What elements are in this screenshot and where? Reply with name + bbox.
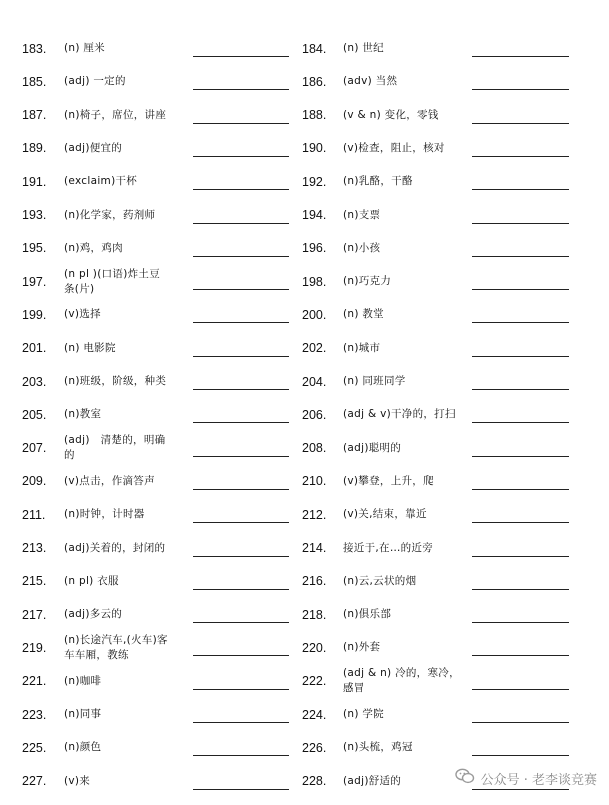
answer-blank-line[interactable] [472,556,569,557]
answer-blank-line[interactable] [193,189,289,190]
entry-number: 183. [22,41,47,56]
answer-blank-line[interactable] [472,755,569,756]
answer-blank-line[interactable] [193,123,289,124]
entry-number: 226. [302,740,327,755]
entry-definition: (n)城市 [343,341,381,354]
entry-definition: (n)化学家，药剂师 [64,208,156,221]
entry-number: 188. [302,108,327,123]
answer-blank-line[interactable] [472,322,569,323]
entry-definition: (n)同事 [64,708,102,720]
entry-definition: (v)选择 [64,308,101,321]
watermark [451,767,597,789]
entry-definition: (adj)聪明的 [343,441,402,454]
entry-number: 201. [22,341,47,356]
entry-number: 197. [22,274,47,289]
entry-number: 215. [22,574,47,589]
answer-blank-line[interactable] [193,789,289,790]
entry-definition: (n)小孩 [343,241,381,254]
answer-blank-line[interactable] [472,689,569,690]
entry-number: 221. [22,674,47,689]
answer-blank-line[interactable] [193,622,289,623]
entry-definition: (v)关,结束，靠近 [343,508,427,521]
entry-definition: (n)颜色 [64,741,102,754]
entry-definition: (exclaim)干杯 [64,175,138,188]
entry-number: 227. [22,774,47,789]
entry-definition: (v)来 [64,774,91,787]
entry-number: 196. [302,241,327,256]
entry-definition: (adj)多云的 [64,608,123,621]
entry-number: 189. [22,141,47,156]
entry-definition: (n) 教堂 [343,308,384,321]
entry-number: 219. [22,640,47,655]
entry-number: 204. [302,374,327,389]
answer-blank-line[interactable] [472,522,569,523]
answer-blank-line[interactable] [193,89,289,90]
answer-blank-line[interactable] [472,289,569,290]
entry-definition: (n) 世纪 [343,42,384,54]
entry-definition: (n) 电影院 [64,341,116,354]
entry-number: 200. [302,307,327,322]
entry-definition: (v & n) 变化，零钱 [343,108,439,121]
answer-blank-line[interactable] [472,123,569,124]
entry-definition: (adj)关着的，封闭的 [64,541,166,554]
entry-number: 210. [302,474,327,489]
entry-definition: (n)头梳，鸡冠 [343,741,413,754]
entry-number: 202. [302,341,327,356]
answer-blank-line[interactable] [472,89,569,90]
answer-blank-line[interactable] [472,389,569,390]
entry-definition: (n) 厘米 [64,42,105,54]
answer-blank-line[interactable] [472,356,569,357]
answer-blank-line[interactable] [472,56,569,57]
answer-blank-line[interactable] [472,589,569,590]
entry-number: 218. [302,607,327,622]
entry-definition: (n) 学院 [343,708,384,720]
entry-number: 207. [22,441,47,456]
entry-number: 217. [22,607,47,622]
entry-number: 190. [302,141,327,156]
answer-blank-line[interactable] [472,655,569,656]
entry-definition: (adj) 清楚的，明确 的 [64,434,166,462]
answer-blank-line[interactable] [472,422,569,423]
entry-definition: 接近于,在…的近旁 [343,541,434,554]
entry-number: 184. [302,41,327,56]
entry-definition: (adj)便宜的 [64,141,123,154]
entry-number: 216. [302,574,327,589]
answer-blank-line[interactable] [193,56,289,57]
answer-blank-line[interactable] [193,322,289,323]
entry-number: 228. [302,774,327,789]
entry-definition: (n)咖啡 [64,674,102,687]
entry-number: 224. [302,707,327,722]
answer-blank-line[interactable] [193,356,289,357]
answer-blank-line[interactable] [193,456,289,457]
entry-number: 211. [22,507,46,522]
entry-definition: (v)点击，作滴答声 [64,474,155,487]
answer-blank-line[interactable] [472,223,569,224]
entry-number: 208. [302,441,327,456]
entry-number: 212. [302,507,327,522]
entry-definition: (adv) 当然 [343,75,398,88]
entry-number: 193. [22,208,47,222]
answer-blank-line[interactable] [193,755,289,756]
answer-blank-line[interactable] [472,156,569,157]
answer-blank-line[interactable] [193,256,289,257]
entry-number: 191. [22,174,47,189]
entry-number: 185. [22,74,47,89]
entry-definition: (n)班级，阶级，种类 [64,375,167,387]
entry-number: 192. [302,174,327,189]
entry-definition: (n)外套 [343,641,381,654]
entry-definition: (adj & n) 冷的，寒冷， 感冒 [343,667,460,695]
entry-definition: (n pl )(口语)炸土豆 条(片) [64,267,160,295]
answer-blank-line[interactable] [193,589,289,590]
answer-blank-line[interactable] [193,689,289,690]
entry-definition: (n)乳酪，干酪 [343,175,413,188]
answer-blank-line[interactable] [193,489,289,490]
answer-blank-line[interactable] [193,389,289,390]
answer-blank-line[interactable] [193,722,289,723]
entry-definition: (n)时钟，计时器 [64,508,145,521]
entry-definition: (n) 同班同学 [343,375,406,387]
entry-number: 220. [302,640,327,655]
wechat-icon [455,768,475,788]
watermark-text: 公众号 · 老李谈竞赛 [480,772,597,788]
entry-number: 225. [22,740,47,755]
answer-blank-line[interactable] [193,156,289,157]
entry-definition: (v)检查，阻止，核对 [343,141,445,154]
answer-blank-line[interactable] [472,456,569,457]
entry-definition: (n)长途汽车,(火车)客 车车厢，教练 [64,633,168,661]
answer-blank-line[interactable] [472,189,569,190]
entry-definition: (v)攀登，上升，爬 [343,474,434,487]
answer-blank-line[interactable] [472,622,569,623]
entry-number: 206. [302,407,327,422]
answer-blank-line[interactable] [193,289,289,290]
entry-number: 187. [22,108,47,123]
entry-definition: (adj)舒适的 [343,774,402,787]
entry-definition: (adj) 一定的 [64,75,126,88]
entry-number: 205. [22,407,47,422]
entry-definition: (n)鸡，鸡肉 [64,241,123,254]
answer-blank-line[interactable] [472,489,569,490]
entry-number: 199. [22,307,47,322]
entry-number: 214. [302,541,327,555]
answer-blank-line[interactable] [472,256,569,257]
entry-number: 198. [302,274,327,289]
entry-definition: (n)教室 [64,408,102,421]
answer-blank-line[interactable] [193,223,289,224]
answer-blank-line[interactable] [472,722,569,723]
entry-number: 223. [22,707,47,722]
entry-definition: (n)巧克力 [343,275,392,288]
entry-definition: (n pl) 衣服 [64,574,119,587]
answer-blank-line[interactable] [193,422,289,423]
entry-definition: (adj & v)干净的，打扫 [343,408,456,421]
entry-number: 195. [22,241,47,256]
entry-definition: (n)俱乐部 [343,608,392,621]
entry-number: 203. [22,374,47,389]
entry-number: 186. [302,74,327,89]
entry-definition: (n)云,云状的烟 [343,574,417,587]
entry-number: 222. [302,674,327,689]
entry-definition: (n)支票 [343,208,381,221]
entry-number: 194. [302,208,327,222]
answer-blank-line[interactable] [193,655,289,656]
answer-blank-line[interactable] [193,556,289,557]
entry-definition: (n)椅子，席位，讲座 [64,108,167,121]
entry-number: 209. [22,474,47,489]
entry-number: 213. [22,541,47,555]
answer-blank-line[interactable] [193,522,289,523]
